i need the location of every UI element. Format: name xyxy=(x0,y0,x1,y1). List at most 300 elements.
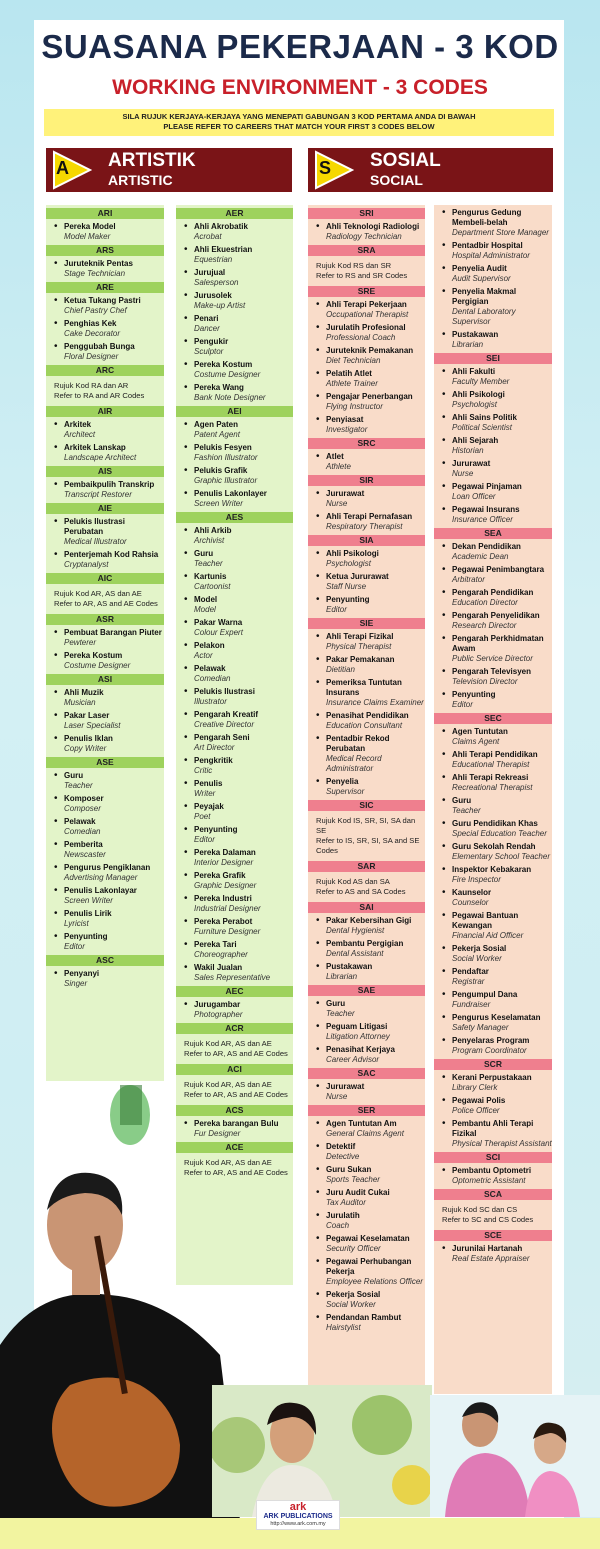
career-malay: • Guru Pendidikan Khas xyxy=(452,819,538,828)
career-item xyxy=(176,549,293,569)
career-item xyxy=(434,667,552,687)
code-reference xyxy=(308,259,425,283)
career-item xyxy=(434,1244,552,1264)
career-item xyxy=(46,319,164,339)
career-malay: • Jurulatih xyxy=(326,1211,360,1220)
career-english: Make-up Artist xyxy=(194,301,246,310)
career-english: Social Worker xyxy=(452,954,502,963)
reference-malay: Rujuk Kod AR, AS dan AE xyxy=(184,1039,272,1048)
career-malay: • Penulis Iklan xyxy=(64,734,113,743)
career-english: Claims Agent xyxy=(452,737,500,746)
career-item xyxy=(434,482,552,502)
career-item xyxy=(176,779,293,799)
career-english: Writer xyxy=(194,789,216,798)
career-english: Psychologist xyxy=(452,400,497,409)
career-item xyxy=(46,651,164,671)
career-english: Political Scientist xyxy=(452,423,513,432)
career-item xyxy=(176,245,293,265)
career-english: Equestrian xyxy=(194,255,233,264)
career-item xyxy=(434,1096,552,1116)
career-item xyxy=(176,420,293,440)
career-item xyxy=(176,443,293,463)
reference-malay: Rujuk Kod AR, AS dan AE xyxy=(184,1080,272,1089)
career-english: Critic xyxy=(194,766,213,775)
career-item xyxy=(176,360,293,380)
career-english: Police Officer xyxy=(452,1106,500,1115)
career-malay: • Ketua Tukang Pastri xyxy=(64,296,141,305)
career-item xyxy=(176,489,293,509)
career-malay: • Pengarah Pendidikan xyxy=(452,588,534,597)
career-english: Editor xyxy=(326,605,347,614)
career-english: Financial Aid Officer xyxy=(452,931,524,940)
career-english: Stage Technician xyxy=(64,269,126,278)
career-malay: • Guru xyxy=(194,549,214,558)
career-malay: • Arkitek Lanskap xyxy=(64,443,126,452)
career-english: Psychologist xyxy=(326,559,371,568)
career-item xyxy=(308,734,425,774)
career-malay: • Pekerja Sosial xyxy=(452,944,507,953)
career-malay: • Ahli Psikologi xyxy=(326,549,379,558)
career-malay: • Pegawai Penimbangtara xyxy=(452,565,545,574)
career-malay: • Jururawat xyxy=(326,489,365,498)
career-item xyxy=(308,512,425,532)
career-english: Teacher xyxy=(452,806,481,815)
career-item xyxy=(434,208,552,238)
career-item xyxy=(434,1036,552,1056)
career-item xyxy=(308,999,425,1019)
career-item xyxy=(308,916,425,936)
career-english: Singer xyxy=(64,979,88,988)
career-malay: • Pereka Kostum xyxy=(194,360,253,369)
career-malay: • Pengumpul Dana xyxy=(452,990,518,999)
career-english: Real Estate Appraiser xyxy=(452,1254,530,1263)
career-english: Interior Designer xyxy=(194,858,254,867)
reference-malay: Rujuk Kod AR, AS dan AE xyxy=(184,1158,272,1167)
career-malay: • Inspektor Kebakaran xyxy=(452,865,532,874)
code-header: ARC xyxy=(46,365,164,376)
career-english: Advertising Manager xyxy=(64,873,138,882)
career-item xyxy=(308,1119,425,1139)
career-english: Respiratory Therapist xyxy=(326,522,403,531)
career-malay: • Jururawat xyxy=(452,459,491,468)
career-english: Research Director xyxy=(452,621,517,630)
code-header: ASE xyxy=(46,757,164,768)
career-english: Hospital Administrator xyxy=(452,251,530,260)
career-malay: • Peguam Litigasi xyxy=(326,1022,388,1031)
career-english: Cake Decorator xyxy=(64,329,121,338)
career-item xyxy=(176,756,293,776)
reference-malay: Rujuk Kod AR, AS dan AE xyxy=(54,589,142,598)
career-english: Litigation Attorney xyxy=(326,1032,390,1041)
career-english: Costume Designer xyxy=(64,661,131,670)
career-item xyxy=(434,264,552,284)
code-header: SRE xyxy=(308,286,425,297)
career-english: Supervisor xyxy=(326,787,365,796)
code-header: SCE xyxy=(434,1230,552,1241)
career-item xyxy=(308,323,425,343)
code-header: ACE xyxy=(176,1142,293,1153)
career-malay: • Pegawai Insurans xyxy=(452,505,520,514)
ark-logo xyxy=(256,1500,340,1530)
career-english: Detective xyxy=(326,1152,360,1161)
career-item xyxy=(434,390,552,410)
career-english: Security Officer xyxy=(326,1244,381,1253)
career-malay: • Penterjemah Kod Rahsia xyxy=(64,550,159,559)
career-malay: • Pelukis Ilustrasi xyxy=(194,687,255,696)
career-english: Musician xyxy=(64,698,96,707)
career-english: Academic Dean xyxy=(452,552,509,561)
career-english: Insurance Officer xyxy=(452,515,513,524)
code-header: SEC xyxy=(434,713,552,724)
career-english: Art Director xyxy=(194,743,235,752)
career-malay: • Kaunselor xyxy=(452,888,492,897)
code-header: SAC xyxy=(308,1068,425,1079)
career-malay: • Pelakon xyxy=(194,641,225,650)
career-english: Graphic Illustrator xyxy=(194,476,258,485)
career-item xyxy=(176,687,293,707)
career-malay: • Dekan Pendidikan xyxy=(452,542,521,551)
career-malay: • Ahli Sains Politik xyxy=(452,413,517,422)
code-header: ARS xyxy=(46,245,164,256)
career-malay: • Model xyxy=(194,595,218,604)
career-item xyxy=(434,330,552,350)
career-item xyxy=(46,296,164,316)
career-item xyxy=(308,572,425,592)
career-malay: • Peyajak xyxy=(194,802,224,811)
career-item xyxy=(308,300,425,320)
career-malay: • Pakar Laser xyxy=(64,711,110,720)
career-malay: • Pembaikpulih Transkrip xyxy=(64,480,155,489)
code-header: SIC xyxy=(308,800,425,811)
career-item xyxy=(434,967,552,987)
career-malay: • Pakar Pemakanan xyxy=(326,655,395,664)
code-header: SCR xyxy=(434,1059,552,1070)
career-malay: • Penulis Lakonlayer xyxy=(194,489,267,498)
career-malay: • Pereka Wang xyxy=(194,383,244,392)
career-item xyxy=(176,710,293,730)
career-item xyxy=(434,990,552,1010)
career-malay: • Kartunis xyxy=(194,572,227,581)
career-english: Fundraiser xyxy=(452,1000,491,1009)
code-header: SIE xyxy=(308,618,425,629)
career-item xyxy=(308,939,425,959)
career-malay: • Ahli Ekuestrian xyxy=(194,245,253,254)
logo-brand: ark xyxy=(289,1501,307,1513)
code-reference xyxy=(46,587,164,611)
code-header: SER xyxy=(308,1105,425,1116)
social-column-2 xyxy=(434,205,552,1394)
career-malay: • Juruteknik Pentas xyxy=(64,259,133,268)
career-item xyxy=(176,917,293,937)
career-malay: • Pereka Model xyxy=(64,222,116,231)
career-item xyxy=(434,413,552,433)
career-malay: • Pendaftar xyxy=(452,967,489,976)
career-english: Comedian xyxy=(64,827,101,836)
code-header: SRC xyxy=(308,438,425,449)
career-english: Program Coordinator xyxy=(452,1046,527,1055)
career-item xyxy=(434,505,552,525)
career-malay: • Pengurus Keselamatan xyxy=(452,1013,541,1022)
career-malay: • Pegawai Polis xyxy=(452,1096,506,1105)
career-english: Coach xyxy=(326,1221,350,1230)
code-header: SCI xyxy=(434,1152,552,1163)
career-item xyxy=(46,420,164,440)
reference-malay: Rujuk Kod RS dan SR xyxy=(316,261,392,270)
career-malay: • Jururawat xyxy=(326,1082,365,1091)
code-header: AIE xyxy=(46,503,164,514)
career-english: Chief Pastry Chef xyxy=(64,306,127,315)
career-english: Library Clerk xyxy=(452,1083,498,1092)
career-malay: • Pereka Grafik xyxy=(194,871,246,880)
career-item xyxy=(308,1234,425,1254)
career-item xyxy=(308,962,425,982)
career-item xyxy=(46,840,164,860)
reference-malay: Rujuk Kod RA dan AR xyxy=(54,381,129,390)
career-english: Historian xyxy=(452,446,484,455)
career-malay: • Jurunilai Hartanah xyxy=(452,1244,523,1253)
career-item xyxy=(176,733,293,753)
career-malay: • Agen Paten xyxy=(194,420,239,429)
career-english: Television Director xyxy=(452,677,518,686)
career-item xyxy=(308,222,425,242)
career-item xyxy=(434,542,552,562)
code-header: AER xyxy=(176,208,293,219)
career-english: Choreographer xyxy=(194,950,248,959)
career-english: Cryptanalyst xyxy=(64,560,109,569)
career-item xyxy=(434,634,552,664)
career-english: Insurance Claims Examiner xyxy=(326,698,424,707)
career-english: Sales Representative xyxy=(194,973,271,982)
career-item xyxy=(434,1166,552,1186)
career-malay: • Pegawai Pinjaman xyxy=(452,482,522,491)
career-item xyxy=(46,517,164,547)
career-malay: • Penulis Lirik xyxy=(64,909,112,918)
career-english: Bank Note Designer xyxy=(194,393,266,402)
career-english: Teacher xyxy=(64,781,93,790)
career-malay: • Penasihat Kerjaya xyxy=(326,1045,395,1054)
career-malay: • Pereka Perabot xyxy=(194,917,253,926)
career-malay: • Penyelia Audit xyxy=(452,264,507,273)
career-english: Transcript Restorer xyxy=(64,490,132,499)
career-item xyxy=(46,628,164,648)
reference-english: Refer to AR, AS and AE Codes xyxy=(54,599,158,608)
career-item xyxy=(434,690,552,710)
career-malay: • Pentadbir Rekod Perubatan xyxy=(326,734,390,753)
career-malay: • Pembuat Barangan Piuter xyxy=(64,628,162,637)
career-english: Nurse xyxy=(326,499,348,508)
code-header: SAR xyxy=(308,861,425,872)
career-malay: • Pengajar Penerbangan xyxy=(326,392,413,401)
career-item xyxy=(176,802,293,822)
career-malay: • Komposer xyxy=(64,794,104,803)
career-item xyxy=(308,1257,425,1287)
career-item xyxy=(434,944,552,964)
career-malay: • Arkitek xyxy=(64,420,92,429)
career-malay: • Penyunting xyxy=(452,690,496,699)
code-reference xyxy=(176,1037,293,1061)
career-malay: • Pembantu Optometri xyxy=(452,1166,532,1175)
career-english: Social Worker xyxy=(326,1300,376,1309)
career-malay: • Pereka Tari xyxy=(194,940,237,949)
career-malay: • Jurugambar xyxy=(194,1000,241,1009)
career-english: Occupational Therapist xyxy=(326,310,409,319)
code-header: ARI xyxy=(46,208,164,219)
career-english: Radiology Technician xyxy=(326,232,402,241)
career-item xyxy=(176,894,293,914)
career-item xyxy=(434,1073,552,1093)
reference-english: Refer to AS and SA Codes xyxy=(316,887,406,896)
career-english: Librarian xyxy=(452,340,484,349)
career-item xyxy=(176,848,293,868)
career-english: Actor xyxy=(194,651,213,660)
career-item xyxy=(46,794,164,814)
career-malay: • Juru Audit Cukai xyxy=(326,1188,390,1197)
career-malay: • Penulis Lakonlayar xyxy=(64,886,137,895)
career-english: Physical Therapist Assistant xyxy=(452,1139,552,1148)
career-english: Teacher xyxy=(326,1009,355,1018)
reference-english: Refer to AR, AS and AE Codes xyxy=(184,1168,288,1177)
career-english: Illustrator xyxy=(194,697,227,706)
code-header: SAE xyxy=(308,985,425,996)
career-item xyxy=(308,549,425,569)
career-malay: • Pengkritik xyxy=(194,756,233,765)
career-english: Special Education Teacher xyxy=(452,829,547,838)
career-english: Laser Specialist xyxy=(64,721,121,730)
career-english: Diet Technician xyxy=(326,356,381,365)
logo-name: ARK PUBLICATIONS xyxy=(263,1513,333,1520)
career-item xyxy=(434,750,552,770)
career-item xyxy=(308,1142,425,1162)
social-letter: S xyxy=(319,158,332,178)
career-item xyxy=(434,819,552,839)
career-item xyxy=(308,595,425,615)
career-malay: • Pustakawan xyxy=(326,962,373,971)
career-english: Comedian xyxy=(194,674,231,683)
career-malay: • Pembantu Pergigian xyxy=(326,939,404,948)
career-english: Nurse xyxy=(326,1092,348,1101)
career-item xyxy=(308,415,425,435)
career-malay: • Ahli Teknologi Radiologi xyxy=(326,222,420,231)
career-item xyxy=(434,1119,552,1149)
code-header: SAI xyxy=(308,902,425,913)
career-item xyxy=(308,392,425,412)
career-item xyxy=(308,1022,425,1042)
career-item xyxy=(434,842,552,862)
career-english: Landscape Architect xyxy=(64,453,137,462)
career-item xyxy=(176,940,293,960)
career-english: Education Director xyxy=(452,598,518,607)
career-english: Audit Supervisor xyxy=(452,274,511,283)
career-item xyxy=(46,480,164,500)
career-item xyxy=(308,678,425,708)
career-item xyxy=(434,1013,552,1033)
career-malay: • Ketua Jururawat xyxy=(326,572,389,581)
career-malay: • Pelukis Fesyen xyxy=(194,443,252,452)
career-malay: • Penyanyi xyxy=(64,969,100,978)
career-malay: • Pegawai Bantuan Kewangan xyxy=(452,911,519,930)
career-english: Sports Teacher xyxy=(326,1175,380,1184)
code-header: ACS xyxy=(176,1105,293,1116)
career-item xyxy=(308,346,425,366)
career-english: Department Store Manager xyxy=(452,228,549,237)
career-item xyxy=(308,1313,425,1333)
career-item xyxy=(176,337,293,357)
career-malay: • Ahli Fakulti xyxy=(452,367,496,376)
artistic-subtitle: ARTISTIC xyxy=(108,172,173,188)
career-malay: • Penasihat Pendidikan xyxy=(326,711,409,720)
career-english: Colour Expert xyxy=(194,628,243,637)
career-english: Faculty Member xyxy=(452,377,510,386)
career-malay: • Pegawai Keselamatan xyxy=(326,1234,410,1243)
career-english: Tax Auditor xyxy=(326,1198,366,1207)
career-item xyxy=(434,436,552,456)
career-english: Salesperson xyxy=(194,278,239,287)
artistic-header xyxy=(46,148,292,192)
career-malay: • Ahli Terapi Fizikal xyxy=(326,632,394,641)
code-header: AEI xyxy=(176,406,293,417)
career-english: Staff Nurse xyxy=(326,582,367,591)
career-item xyxy=(434,727,552,747)
career-english: Dancer xyxy=(194,324,220,333)
career-item xyxy=(308,1290,425,1310)
career-malay: • Penyiasat xyxy=(326,415,364,424)
career-item xyxy=(308,632,425,652)
career-english: Poet xyxy=(194,812,211,821)
career-malay: • Penggubah Bunga xyxy=(64,342,135,351)
career-malay: • Ahli Muzik xyxy=(64,688,104,697)
career-english: Dental Laboratory Supervisor xyxy=(452,307,516,326)
career-item xyxy=(308,1082,425,1102)
career-english: Editor xyxy=(64,942,85,951)
career-malay: • Pendandan Rambut xyxy=(326,1313,402,1322)
career-malay: • Guru xyxy=(64,771,84,780)
career-item xyxy=(434,565,552,585)
code-header: ASR xyxy=(46,614,164,625)
career-english: Floral Designer xyxy=(64,352,119,361)
career-malay: • Ahli Terapi Rekreasi xyxy=(452,773,529,782)
career-item xyxy=(176,641,293,661)
career-english: Physical Therapist xyxy=(326,642,392,651)
career-malay: • Juruteknik Pemakanan xyxy=(326,346,414,355)
code-header: ASC xyxy=(46,955,164,966)
career-malay: • Pereka barangan Bulu xyxy=(194,1119,279,1128)
career-item xyxy=(434,588,552,608)
note-malay: SILA RUJUK KERJAYA-KERJAYA YANG MENEPATI GABUNGAN 3 KOD PERTAMA ANDA DI BAWAH xyxy=(122,112,476,121)
career-malay: • Pelukis Grafik xyxy=(194,466,248,475)
career-malay: • Jurusolek xyxy=(194,291,232,300)
code-header: AIR xyxy=(46,406,164,417)
career-item xyxy=(176,572,293,592)
career-item xyxy=(176,383,293,403)
career-english: Editor xyxy=(194,835,215,844)
career-item xyxy=(46,932,164,952)
career-item xyxy=(434,911,552,941)
career-english: Educational Therapist xyxy=(452,760,530,769)
career-item xyxy=(434,888,552,908)
career-item xyxy=(46,711,164,731)
code-reference xyxy=(308,875,425,899)
career-malay: • Ahli Psikologi xyxy=(452,390,505,399)
career-english: Model xyxy=(194,605,216,614)
career-english: Furniture Designer xyxy=(194,927,261,936)
career-malay: • Penghias Kek xyxy=(64,319,117,328)
career-malay: • Pakar Kebersihan Gigi xyxy=(326,916,412,925)
career-malay: • Penulis xyxy=(194,779,223,788)
career-item xyxy=(176,526,293,546)
career-item xyxy=(176,222,293,242)
instruction-note xyxy=(44,109,554,136)
career-item xyxy=(46,222,164,242)
